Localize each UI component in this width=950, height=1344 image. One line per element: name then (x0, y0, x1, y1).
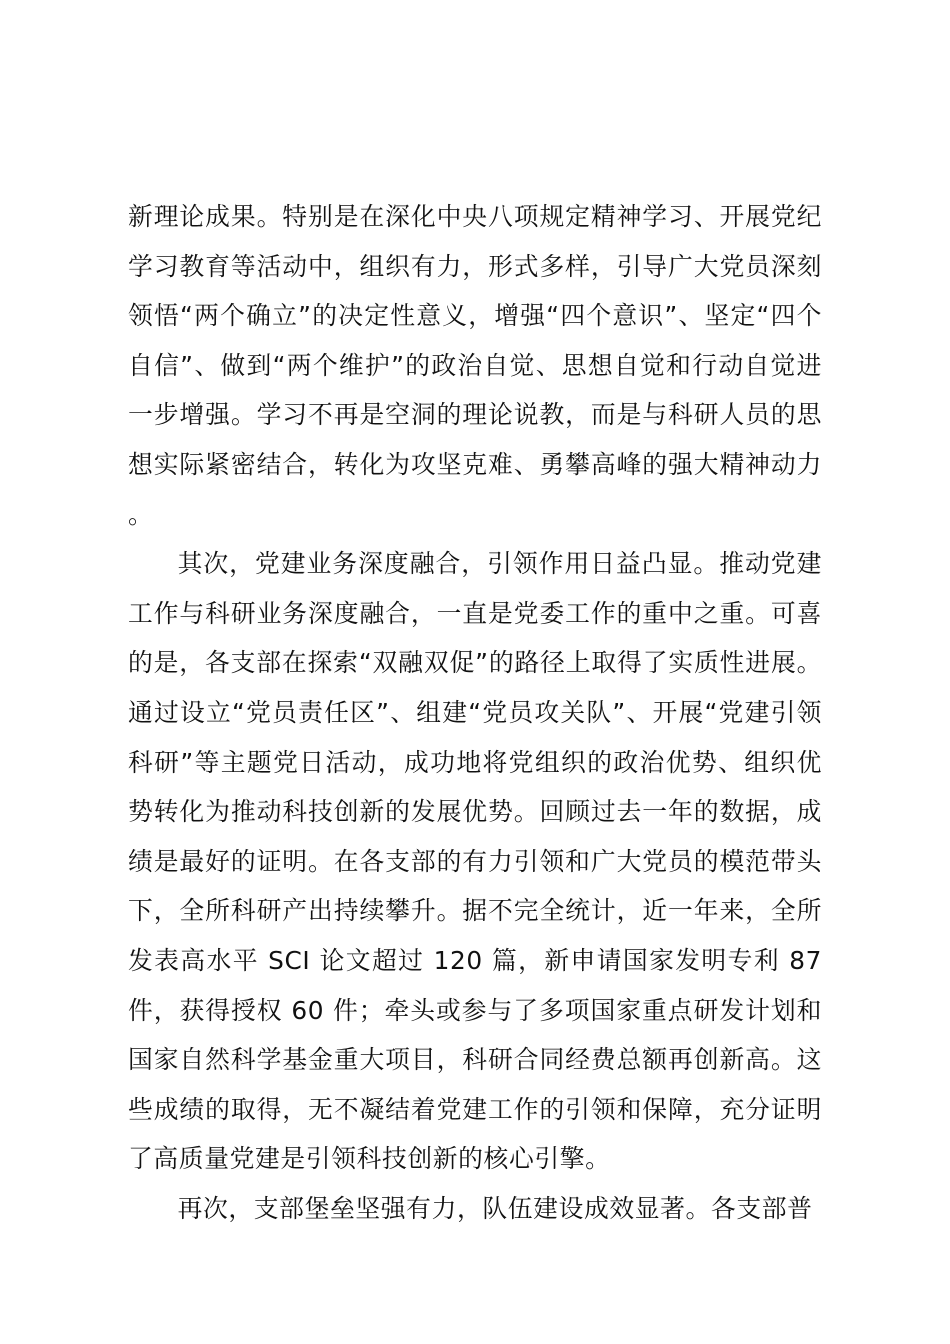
paragraph-party-business-integration: 其次，党建业务深度融合，引领作用日益凸显。推动党建工作与科研业务深度融合，一直是党委工作的重中之重。可喜的是，各支部在探索“双融双促”的路径上取得了实质性进展。通过设立“党员责任区”、组建“党员攻关队”、开展“党建引领科研”等主题党日活动，成功地将党组织的政治优势、组织优势转化为推动科技创新的发展优势。回顾过去一年的数据，成绩是最好的证明。在各支部的有力引领和广大党员的模范带头下，全所科研产出持续攀升。据不完全统计，近一年来，全所发表高水平 SCI 论文超过 120 篇，新申请国家发明专利 87 件，获得授权 60 件；牵头或参与了多项国家重点研发计划和国家自然科学基金重大项目，科研合同经费总额再创新高。这些成绩的取得，无不凝结着党建工作的引领和保障，充分证明了高质量党建是引领科技创新的核心引擎。 (128, 549, 822, 1174)
document-body (128, 192, 822, 1233)
paragraph-theory-study: 新理论成果。特别是在深化中央八项规定精神学习、开展党纪学习教育等活动中，组织有力，形式多样，引导广大党员深刻领悟“两个确立”的决定性意义，增强“四个意识”、坚定“四个自信”、做到“两个维护”的政治自觉、思想自觉和行动自觉进一步增强。学习不再是空洞的理论说教，而是与科研人员的思想实际紧密结合，转化为攻坚克难、勇攀高峰的强大精神动力。 (128, 202, 822, 529)
paragraph-branch-fortress: 再次，支部堡垒坚强有力，队伍建设成效显著。各支部普 (177, 1193, 813, 1223)
